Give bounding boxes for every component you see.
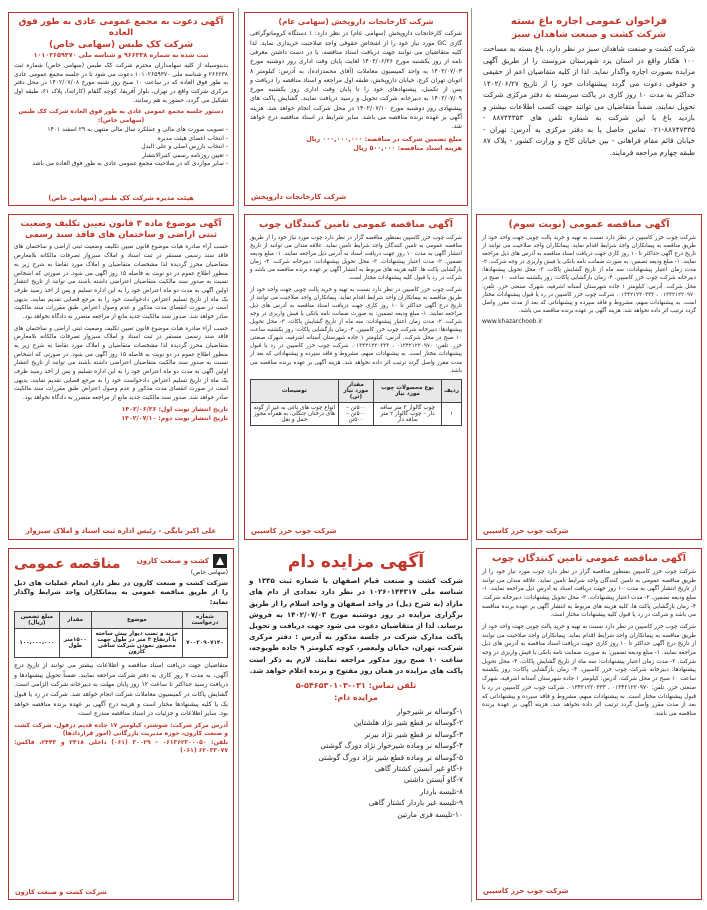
ad-land-registration-title: آگهی موضوع ماده ۳ قانون تعیین تکلیف وضعیت ثبتی اراضی و ساختمان های فاقد سند رسمی	[20, 219, 222, 240]
ad-land-registration	[8, 214, 234, 540]
table-row	[15, 629, 228, 658]
ad-wood-suppliers-b-title: آگهی مناقصه عمومی تامین کنندگان چوب	[492, 553, 686, 564]
karun-table-header: موضوع	[91, 612, 182, 629]
ad-garden-lease	[478, 12, 700, 206]
ad-coke-tabas-body: بدینوسیله از کلیه سهامداران محترم شرکت کک طبس (سهامی خاص) شماره ثبت ۲۶۶۲۳۸ و شناسه ملی ۱۰۱۰۲۶۵۹۳۷۰ دعوت می شود تا در جلسه مجمع عمومی عادی به طور فوق العاده که در ساعت ۱۰ صبح روز شنبه مورخ ۱۴۰۲/۰۷/۰۸ در محل دفتر مرکزی شرکت واقع در تهران، بلوار آفریقا، کوچه گلفام (کاراته)، پلاک ۶۱، طبقه اول تشکیل می گردد، حضور به هم رسانند.	[14, 62, 229, 104]
ad-coke-tabas-company: شرکت کک طبس (سهامی خاص)	[48, 39, 194, 50]
karun-table-header: شماره درخواست	[182, 612, 227, 629]
ad-coke-tabas-reg: ثبت شده به شماره ۹۶۶۲۳۸ و شناسه ملی ۱۰۱۰۲۶۵۹۳۷۰	[33, 50, 209, 59]
ad-land-registration-date2: تاریخ انتشار نوبت دوم: ۱۴۰۲/۰۷/۱۰	[121, 414, 228, 422]
ad-karun-phone: تلفن: ۰۶۱۳۶۲۳۰۰۰۵۰ - ۳۰۰۲۹ (۰۶۱) داخلی ۲۴۱۸ و ۲۴۴۳، فاکس: ۶۲۰۳۳۰۷۷ (۰۶۱)	[14, 738, 229, 755]
ad-garden-lease-company: شرکت کشت و صنعت شاهدان سبز	[512, 29, 666, 40]
wood-table-header: مقدار مورد نیاز (تن)	[338, 379, 373, 402]
column-divider	[471, 8, 472, 902]
ad-livestock-auction-items-title: مزایده دام:	[334, 693, 378, 703]
wood-table-header: ردیف	[442, 379, 462, 402]
list-item: ۱-گوساله نر شیرخوار	[397, 706, 463, 716]
column-divider	[238, 8, 239, 902]
ad-karun-logo-row	[137, 553, 228, 569]
ad-karun-title: مناقصه عمومی	[14, 555, 121, 572]
karun-table-header: مبلغ تضمین (ریال)	[15, 612, 60, 629]
ad-darou-pakhsh-body: شرکت کارخانجات داروپخش (سهامی عام) در نظر دارد: ۱ دستگاه کروماتوگرافی گازی GC مورد نیاز خود را از اشخاص حقوقی واجد صلاحیت خریداری نماید. لذا کلیه متقاضیان می توانند جهت دریافت اسناد مناقصه، با در دست داشتن معرفی نامه از روز یکشنبه مورخ ۱۴۰۲/۰۶/۲۶ لغایت پایان وقت اداری روز دوشنبه مورخ ۱۴۰۲/۰۷/۰۳ به واحد کمیسیون معاملات (آقای محمدزاده)، به آدرس: کیلومتر ۸ اتوبان تهران کرج، خیابان داروپخش، طبقه اول مراجعه و اسناد مناقصه را دریافت و پس از تکمیل، پیشنهادهای خود را تا پایان وقت اداری روز یکشنبه مورخ ۱۴۰۲/۰۷/۰۹ به دبیرخانه شرکت تحویل و رسید دریافت نمایند. گشایش پاکت های پیشنهادی روز دوشنبه مورخ ۱۴۰۲/۰۷/۱۰ در محل شرکت انجام خواهد شد. هزینه آگهی بر عهده برنده مناقصه می باشد. سایر شرایط در اسناد مناقصه درج خواهد شد.	[250, 30, 462, 131]
ad-karun-company-block	[137, 553, 228, 576]
list-item: - سایر مواردی که در صلاحیت مجمع عمومی عادی به طور فوق العاده می باشد	[32, 160, 228, 168]
ad-wood-suppliers-b	[476, 548, 702, 900]
ad-wood-suppliers-title: آگهی مناقصه عمومی تامین کنندگان چوب	[259, 219, 453, 230]
ad-wood-suppliers	[244, 214, 468, 540]
ad-livestock-auction-phone: تلفن تماس: ۰۳۱-۵۴۶۵۳۰۱۰۳-۵	[295, 680, 417, 690]
list-item: ۷-گاو آبستن داشتی	[403, 775, 463, 785]
wood-table	[250, 379, 462, 426]
ad-coke-tabas-sign: هیئت مدیره شرکت کک طبس (سهامی خاص)	[48, 194, 194, 202]
table-row	[251, 402, 462, 425]
list-item: - انتخاب اعضای هیئت مدیره	[157, 134, 228, 142]
ad-darou-pakhsh	[244, 12, 468, 206]
ad-karun-body: متقاضیان جهت دریافت اسناد مناقصه و اطلاعات بیشتر می توانند از تاریخ درج آگهی، به مدت ۷ روز کاری به دفتر شرکت مراجعه نمایند. ضمناً تحویل پیشنهادها و دریافت رسید حداکثر تا ساعت ۱۲ روز پایان مهلت به دبیرخانه شرکت الزامی است. گشایش پاکات در کمیسیون معاملات شرکت انجام خواهد شد. شرکت در رد یا قبول یک یا کلیه پیشنهادها مختار است و هزینه درج آگهی بر عهده برنده مناقصه خواهد بود. سایر اطلاعات و جزئیات در اسناد مناقصه مندرج است.	[14, 662, 228, 718]
wood-table-header: نوع محصولات چوب مورد نیاز	[373, 379, 441, 402]
ad-tender-third-sign: شرکت چوب خزر کاسپین	[483, 527, 569, 535]
karun-table	[14, 611, 228, 658]
ad-wood-suppliers-body-extra: شرکت چوب خزر کاسپین در نظر دارد نسبت به تهیه و خرید پالت چوبی جهت واحد خود از طریق مناقصه به پیمانکاران واجد شرایط اقدام نماید. پیمانکاران واجد صلاحیت می توانند از تاریخ درج آگهی حداکثر تا ۱۰ روز کاری جهت دریافت اسناد مناقصه به آدرس های ذیل مراجعه نمایند. ۱- مبلغ ودیعه تضمین: به صورت ضمانت نامه بانکی یا فیش واریزی در وجه شرکت. ۲- مدت زمان اعتبار پیشنهادات: سه ماه از تاریخ گشایش پاکات. ۳- محل تحویل پیشنهادها: دبیرخانه شرکت چوب خزر کاسپین. ۴- زمان بازگشایی پاکات: روز یکشنبه ساعت ۱۰ صبح در محل شرکت. آدرس: کیلومتر ۱ جاده شهرستان آستانه اشرفیه، شهرک صنعتی خزر. تلفن: ۰۱۳۴۲۱۲۲۰۹۷۰ ، ۰۱۳۴۲۱۲۲۰۳۳۳. شرکت چوب خزر کاسپین در رد یا قبول پیشنهادات مختار است. به پیشنهادات مبهم، مشروط و فاقد سپرده و پیشنهاداتی که بعد از مدت مقرر واصل گردد ترتیب اثر داده نخواهد شد. هزینه آگهی بر عهده برنده مناقصه می باشد.	[250, 286, 463, 374]
wood-table-cell: انواع چوب های باغی به غیر از گونه های درختان جنگلی، به همراه مجوز حمل و نقل	[251, 402, 339, 425]
list-item: ۵-گوساله نر وماده قطع شیر نژاد دورگ گوشتی	[318, 752, 463, 762]
ad-karun-company-sub: (سهامی خاص)	[190, 569, 228, 576]
karun-logo-icon	[212, 553, 228, 569]
ad-tender-third	[476, 214, 702, 540]
ad-darou-pakhsh-fee: هزینه اسناد مناقصه: ۵۰۰,۰۰۰ ریال	[353, 143, 462, 152]
ad-darou-pakhsh-sign: شرکت کارخانجات داروپخش	[251, 193, 347, 201]
list-item: ۹-تلیسه غیر باردار کشتار گاهی	[368, 798, 463, 808]
ad-wood-suppliers-b-body: شرکت چوب خزر کاسپین بمنظور مناقصه گزار در نظر دارد چوب مورد نیاز خود را از طریق مناقصه عمومی به تامین کنندگان واجد شرایط تامین نماید. علاقه مندان می توانند از تاریخ انتشار آگهی به مدت ۱۰ روز جهت دریافت اسناد به آدرس ذیل مراجعه نمایند. ۱- مبلغ ودیعه تضمین. ۲- مدت اعتبار پیشنهادات. ۳- محل تحویل پیشنهادات: دبیرخانه شرکت. ۴- زمان بازگشایی پاکت ها. کلیه هزینه های مربوط به انتشار آگهی بر عهده برنده مناقصه می باشد و شرکت در رد یا قبول کلیه پیشنهادات مختار است.	[482, 568, 696, 619]
ad-tender-third-body: شرکت چوب خزر کاسپین در نظر دارد نسبت به تهیه و خرید پالت چوبی جهت واحد خود از طریق مناقصه به پیمانکاران واجد شرایط اقدام نماید. پیمانکاران واجد صلاحیت می توانند از تاریخ درج آگهی حداکثر تا ۱۰ روز کاری جهت دریافت اسناد مناقصه به آدرس های ذیل مراجعه نمایند. ۱- مبلغ ودیعه تضمین: به صورت ضمانت نامه بانکی یا فیش واریزی در وجه شرکت. ۲- مدت زمان اعتبار پیشنهادات: سه ماه از تاریخ گشایش پاکات. ۳- محل تحویل پیشنهادها: دبیرخانه شرکت چوب خزر کاسپین. ۴- زمان بازگشایی پاکات: روز یکشنبه ساعت ۱۰ صبح در محل شرکت. آدرس: کیلومتر ۱ جاده شهرستان آستانه اشرفیه، شهرک صنعتی خزر. تلفن: ۰۱۳۴۲۱۲۲۰۹۷۰ ، ۰۱۳۴۲۱۲۲۰۳۳۳. شرکت چوب خزر کاسپین در رد یا قبول پیشنهادات مختار است. به پیشنهادات مبهم، مشروط و فاقد سپرده و پیشنهاداتی که بعد از مدت مقرر واصل گردد ترتیب اثر داده نخواهد شد. هزینه آگهی بر عهده برنده مناقصه می باشد.	[482, 234, 697, 314]
list-item: - تصویب صورت های مالی و عملکرد سال مالی منتهی به ۲۹ اسفند ۱۴۰۱	[47, 126, 228, 134]
ad-livestock-auction	[244, 548, 468, 900]
list-item: - انتخاب بازرس اصلی و علی البدل	[141, 143, 228, 151]
wood-table-cell: چوب گالوار ۳ متر ساقه دار – چوب گالوار ۲ متر ساقه دار	[373, 402, 441, 425]
ad-darou-pakhsh-title: شرکت کارخانجات داروپخش (سهامی عام)	[278, 17, 434, 26]
ad-karun-intro: شرکت کشت و صنعت کارون در نظر دارد انجام عملیات های ذیل را از طریق مناقصه عمومی به پیمانکاران واجد شرایط واگذار نماید:	[14, 579, 228, 606]
ad-land-registration-body-2: حسب آراء صادره هیات موضوع قانون تعیین تکلیف وضعیت ثبتی اراضی و ساختمان های فاقد سند رسمی مستقر در ثبت اسناد و املاک سبزوار تصرفات مالکانه بلامعارض متقاضیان محرز گردیده لذا مشخصات متقاضیان و املاک مورد تقاضا به شرح زیر به منظور اطلاع عموم در دو نوبت به فاصله ۱۵ روز آگهی می شود. در صورتی که اشخاص نسبت به صدور سند مالکیت متقاضیان اعتراضی داشته باشند می توانند از تاریخ انتشار اولین آگهی به مدت دو ماه اعتراض خود را به این اداره تسلیم و پس از اخذ رسید ظرف یک ماه از تاریخ تسلیم اعتراض دادخواست خود را به مرجع قضایی تقدیم نمایند. بدیهی است در صورت انقضای مدت مذکور و عدم وصول اعتراض طبق مقررات سند مالکیت صادر خواهد شد. صدور سند مالکیت جدید مانع از مراجعه متضرر به دادگاه نخواهد بود.	[14, 325, 228, 402]
ad-land-registration-body: حسب آراء صادره هیات موضوع قانون تعیین تکلیف وضعیت ثبتی اراضی و ساختمان های فاقد سند رسمی مستقر در ثبت اسناد و املاک سبزوار تصرفات مالکانه بلامعارض متقاضیان محرز گردیده لذا مشخصات متقاضیان و املاک مورد تقاضا به شرح زیر به منظور اطلاع عموم در دو نوبت به فاصله ۱۵ روز آگهی می شود. در صورتی که اشخاص نسبت به صدور سند مالکیت متقاضیان اعتراضی داشته باشند می توانند از تاریخ انتشار اولین آگهی به مدت دو ماه اعتراض خود را به این اداره تسلیم و پس از اخذ رسید ظرف یک ماه از تاریخ تسلیم اعتراض دادخواست خود را به مرجع قضایی تقدیم نمایند. بدیهی است در صورت انقضای مدت مذکور و عدم وصول اعتراض طبق مقررات سند مالکیت صادر خواهد شد. صدور سند مالکیت جدید مانع از مراجعه متضرر به دادگاه نخواهد بود.	[14, 244, 228, 320]
ad-karun-address: آدرس مرکز شرکت: شوشتر، کیلومتر ۱۷ جاده قدیم دزفول، شرکت کشت و صنعت کارون، حوزه مدیریت بازرگانی (امور قراردادها)	[14, 721, 228, 738]
karun-table-header: مقدار	[59, 612, 91, 629]
karun-table-cell: خرید و نصب دیوار پیش ساخته با ارتفاع ۳ متر در طول جهت محصور نمودن شرکت ساقی کارون	[91, 629, 182, 658]
ad-tender-third-web[interactable]: www.khazarchoob.ir	[482, 317, 543, 325]
wood-table-cell: ۱	[442, 402, 462, 425]
ad-karun-tender	[8, 548, 234, 900]
livestock-list	[249, 706, 463, 821]
ad-karun-company: کشت و صنعت کارون	[136, 557, 209, 565]
list-item: ۱۰-تلیسه فری مارتین	[397, 809, 463, 819]
ad-land-registration-date1: تاریخ انتشار نوبت اول: ۱۴۰۲/۰۶/۲۶	[121, 405, 228, 413]
karun-table-cell: ۷۰۰۲۰۹۰۷۱۴۰	[182, 629, 227, 658]
ad-wood-suppliers-body: شرکت چوب خزر کاسپین بمنظور مناقصه گزار در نظر دارد چوب مورد نیاز خود را از طریق مناقصه عمومی به تامین کنندگان واجد شرایط تامین نماید. علاقه مندان می توانند از تاریخ انتشار آگهی به مدت ۱۰ روز جهت دریافت اسناد به آدرس ذیل مراجعه نمایند. ۱- مبلغ ودیعه تضمین. ۲- مدت اعتبار پیشنهادات. ۳- محل تحویل پیشنهادات: دبیرخانه شرکت. ۴- زمان بازگشایی پاکت ها. کلیه هزینه های مربوط به انتشار آگهی بر عهده برنده مناقصه می باشد و شرکت در رد یا قبول کلیه پیشنهادات مختار است.	[250, 234, 462, 282]
ad-coke-tabas-title: آگهی دعوت به مجمع عمومی عادی به طور فوق العاده	[18, 17, 224, 38]
wood-table-cell: ۵۰۰تن – ۵۰۰تن – ۵۰۰تن	[338, 402, 373, 425]
wood-table-header: توضیحات	[251, 379, 339, 402]
ad-coke-tabas	[8, 12, 234, 206]
list-item: ۳-گوساله نر قطع شیر نژاد بیرنر	[364, 729, 463, 739]
ad-coke-tabas-agenda-title: دستور جلسه مجمع عمومی عادی به طور فوق العاده شرکت کک طبس (سهامی خاص):	[18, 108, 224, 124]
list-item: ۲-گوساله نر قطع شیر نژاد هلشتاین	[353, 718, 463, 728]
list-item: ۸-تلیسه باردار	[419, 786, 463, 796]
ad-wood-suppliers-b-body-2: شرکت چوب خزر کاسپین در نظر دارد نسبت به تهیه و خرید پالت چوبی جهت واحد خود از طریق مناقصه به پیمانکاران واجد شرایط اقدام نماید. پیمانکاران واجد صلاحیت می توانند از تاریخ درج آگهی حداکثر تا ۱۰ روز کاری جهت دریافت اسناد مناقصه به آدرس های ذیل مراجعه نمایند. ۱- مبلغ ودیعه تضمین: به صورت ضمانت نامه بانکی یا فیش واریزی در وجه شرکت. ۲- مدت زمان اعتبار پیشنهادات: سه ماه از تاریخ گشایش پاکات. ۳- محل تحویل پیشنهادها: دبیرخانه شرکت چوب خزر کاسپین. ۴- زمان بازگشایی پاکات: روز یکشنبه ساعت ۱۰ صبح در محل شرکت. آدرس: کیلومتر ۱ جاده شهرستان آستانه اشرفیه، شهرک صنعتی خزر. تلفن: ۰۱۳۴۲۱۲۲۰۹۷۰ ، ۰۱۳۴۲۱۲۲۰۳۳۳. شرکت چوب خزر کاسپین در رد یا قبول پیشنهادات مختار است. به پیشنهادات مبهم، مشروط و فاقد سپرده و پیشنهاداتی که بعد از مدت مقرر واصل گردد ترتیب اثر داده نخواهد شد. هزینه آگهی بر عهده برنده مناقصه می باشد.	[481, 624, 696, 717]
agenda-list	[14, 126, 228, 169]
list-item: ۴-گوساله نر وماده شیرخوار نژاد دورگ گوشتی	[320, 741, 463, 751]
ad-wood-suppliers-b-sign: شرکت چوب خزر کاسپین	[483, 887, 569, 895]
karun-table-cell: ۱۰۰،۰۰۰،۰۰۰	[15, 629, 60, 658]
ad-livestock-auction-title: آگهی مزایده دام	[287, 552, 425, 572]
karun-table-cell: ۱۵۰۰متر طول	[59, 629, 91, 658]
ad-livestock-auction-body: شرکت کشت و صنعت قیام اصفهان با شماره ثبت ۱۳۳۵ و شناسه ملی ۱۰۲۶۰۱۴۴۳۱۷ در نظر دارد تعدادی از دام های مازاد (به شرح ذیل) در واحد اصفهان و واحد اسلام را از طریق برگزاری مزایده در روز دوشنبه مورخ ۱۴۰۲/۰۷/۰۳ به فروش برساند. لذا از متقاضیان دعوت می شود جهت دریافت و تحویل پاکت مدارک شرکت در جلسه مذکور به آدرس : دفتر مرکزی شرکت، تهران، خیابان ولیعصر، کوچه کیلومتر ۹ جاده طویوجه، ساعت ۱۰ صبح روز مذکور مراجعه نمایند. لازم به ذکر است پاکت های مزایده در همان روز مفتوح و برنده اعلام خواهد شد.	[249, 577, 464, 675]
ad-wood-suppliers-sign: شرکت چوب خزر کاسپین	[251, 527, 337, 535]
list-item: ۶-گاو غیر آبستن کشتار گاهی	[374, 764, 463, 773]
ad-garden-lease-body: شرکت کشت و صنعت شاهدان سبز در نظر دارد، باغ بسته به مساحت ۱۰۰ هکتار واقع در استان یزد شهرستان مروست را از طریق آگهی مزایده بصورت اجاره واگذار نماید. لذا از کلیه متقاضیان اعم از حقیقی و حقوقی دعوت می گردد پیشنهادات خود را از تاریخ ۱۴۰۲/۰۶/۲۷ حداکثر به مدت ۱۰ روز کاری در پاکت سربسته به دفتر مرکزی شرکت تحویل نمایند. ضمناً متقاضیان می توانند جهت کسب اطلاعات بیشتر و بازدید باغ با این شرکت به شماره تلفن های ۸۸۷۴۴۳۵۳ - ۸۸۷۴۷۳۳۵-۰۲۱ تماس حاصل یا به دفتر مرکزی به آدرس: تهران - خیابان قائم مقام فراهانی - بین خیابان کاج و وزارت کشور - پلاک ۸۷ طبقه چهارم مراجعه فرمایند.	[483, 44, 695, 157]
ad-darou-pakhsh-guarantee: مبلغ تضمین شرکت در مناقصه: ۰۰۰,۰۰۰,۰۰۰ ریال	[306, 134, 462, 143]
ad-karun-header	[14, 553, 228, 576]
ad-karun-sign: شرکت کشت و صنعت کارون	[15, 888, 107, 896]
ad-tender-third-title: آگهی مناقصه عمومی (نوبت سوم)	[508, 219, 670, 230]
ad-land-registration-sign: علی اکبر بایگی - رئیس اداره ثبت اسناد و املاک سبزوار	[25, 527, 217, 535]
list-item: - تعیین روزنامه رسمی کثیرالانتشار	[142, 151, 228, 159]
ad-garden-lease-title: فراخوان عمومی اجاره باغ بسته	[510, 16, 668, 27]
